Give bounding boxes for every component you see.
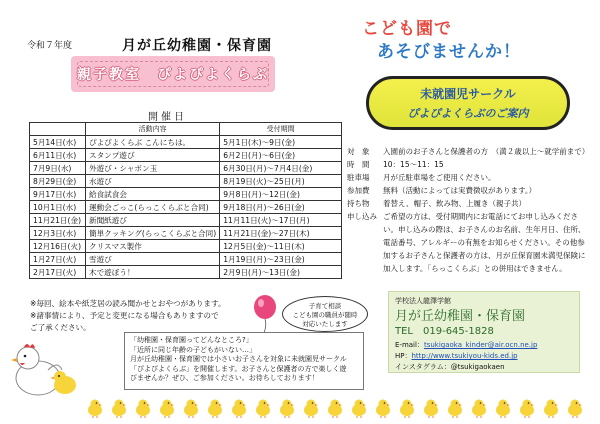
schedule-activity: 新聞紙遊び <box>86 214 220 227</box>
schedule-period: 6月30日(月)～7月4日(金) <box>220 162 342 175</box>
table-row <box>30 253 342 266</box>
table-row <box>30 240 342 253</box>
info-label: 申し込み <box>347 212 377 221</box>
chick-icon <box>446 398 464 418</box>
schedule-activity: 雪遊び <box>86 253 220 266</box>
school-instagram: インスタグラム：@tsukigaokaen <box>395 363 505 371</box>
email-link[interactable]: tsukigaoka_kinder@air.ocn.ne.jp <box>423 341 538 349</box>
table-row <box>30 136 342 149</box>
chick-icon <box>566 398 584 418</box>
schedule-activity: ぴよぴよくらぶ こんにちは。 <box>86 136 220 149</box>
chick-icon <box>494 398 512 418</box>
email-label: E-mail： <box>395 341 424 349</box>
info-value: 10：15～11：15 <box>383 160 444 169</box>
chick-icon <box>518 398 536 418</box>
chick-icon <box>182 398 200 418</box>
schedule-heading: 開催日 <box>148 112 187 123</box>
schedule-period: 2月9日(月)～13日(金) <box>220 266 342 279</box>
invite-line: びませんか？ぜひ、ご参加ください。お待ちしております！ <box>130 374 319 382</box>
schedule-date: 11月21日(金) <box>30 214 86 227</box>
info-row <box>347 210 587 275</box>
chick-icon <box>398 398 416 418</box>
chick-icon <box>134 398 152 418</box>
info-label: 持ち物 <box>347 199 370 208</box>
table-row <box>30 214 342 227</box>
schedule-activity: 簡単クッキング(らっこくらぶと合同) <box>86 227 220 240</box>
school-title: 月が丘幼稚園・保育園 <box>122 38 272 54</box>
info-value: 無料（活動によっては実費徴収があります。） <box>383 186 537 195</box>
chick-icon <box>350 398 368 418</box>
bubble-title: 子育て相談 <box>308 302 342 310</box>
parenting-class-banner <box>71 56 275 92</box>
table-row <box>30 162 342 175</box>
chick-icon <box>278 398 296 418</box>
schedule-period: 8月19日(火)～25日(月) <box>220 175 342 188</box>
schedule-date: 12月3日(水) <box>30 227 86 240</box>
table-row <box>30 149 342 162</box>
chick-icon <box>470 398 488 418</box>
schedule-activity: 外遊び・シャボン玉 <box>86 162 220 175</box>
circle-badge <box>366 76 570 130</box>
chick-icon <box>86 398 104 418</box>
homepage-link[interactable]: http://www.tsukiyou-kids.ed.jp <box>411 352 518 360</box>
info-value: 月が丘駐車場をご使用ください。 <box>383 173 496 182</box>
circle-subtitle: ぴよぴよくらぶのご案内 <box>407 107 529 120</box>
schedule-period: 1月19日(月)～23日(金) <box>220 253 342 266</box>
school-name: 月が丘幼稚園・保育園 <box>395 309 526 324</box>
info-row <box>347 158 587 171</box>
schedule-activity: 運動会ごっこ(らっこくらぶと合同) <box>86 201 220 214</box>
schedule-activity: 給食試食会 <box>86 188 220 201</box>
schedule-period: 11月11日(火)～17日(月) <box>220 214 342 227</box>
chick-icon <box>206 398 224 418</box>
table-row <box>30 201 342 214</box>
schedule-activity: 木で遊ぼう！ <box>86 266 220 279</box>
invite-line: 月が丘幼稚園・保育園では小さいお子さんを対象に未就園児サークル <box>130 355 347 363</box>
table-row <box>30 227 342 240</box>
schedule-date: 2月17日(火) <box>30 266 86 279</box>
fiscal-year: 令和７年度 <box>27 41 73 51</box>
info-row <box>347 145 590 158</box>
info-row <box>347 171 587 184</box>
chick-icon <box>374 398 392 418</box>
school-contact-box <box>388 291 580 373</box>
schedule-activity: クリスマス製作 <box>86 240 220 253</box>
info-list <box>347 145 590 275</box>
schedule-period: 5月1日(木)～9日(金) <box>220 136 342 149</box>
note-line: ご了承ください。 <box>30 323 91 332</box>
balloon-icon <box>252 294 282 334</box>
schedule-period: 9月18日(月)～26日(金) <box>220 201 342 214</box>
chick-icon <box>542 398 560 418</box>
chick-icon <box>110 398 128 418</box>
schedule-activity: 水遊び <box>86 175 220 188</box>
schedule-date: 12月16日(火) <box>30 240 86 253</box>
schedule-period: 12月5日(金)～11日(木) <box>220 240 342 253</box>
school-corporation: 学校法人龍澤学館 <box>395 297 451 305</box>
schedule-date: 1月27日(火) <box>30 253 86 266</box>
info-label: 時 間 <box>347 160 370 169</box>
bubble-text: こども園の職員が随時 <box>292 311 358 319</box>
chick-icon <box>302 398 320 418</box>
school-email <box>395 340 537 350</box>
column-header-period: 受付期間 <box>220 123 342 136</box>
school-homepage <box>395 351 518 361</box>
headline-line-2: あそびませんか！ <box>377 42 521 62</box>
schedule-date: 5月14日(水) <box>30 136 86 149</box>
column-header-activity: 活動内容 <box>86 123 220 136</box>
chick-icon <box>158 398 176 418</box>
chick-icon <box>230 398 248 418</box>
info-value: ご希望の方は、受付期間内にお電話にてお申し込みください。申し込みの際は、お子さんのお名前、生年月日、住所、電話番号、アレルギーの有無をお知らせください。その他参加するお子さんと保護者の方は、月が丘保育園未満児保険に加入します。「らっこくらぶ」との併用はできません。 <box>383 212 586 273</box>
hp-label: HP： <box>395 352 412 360</box>
info-label: 駐車場 <box>347 173 370 182</box>
info-value: 着替え、帽子、飲み物、上履き（親子共） <box>383 199 526 208</box>
schedule-period: 11月21日(金)～27日(木) <box>220 227 342 240</box>
invite-line: 「近所に同じ年齢の子どもがいない…」 <box>130 345 256 354</box>
note-line: ※毎回、絵本や紙芝居の読み聞かせとおやつがあります。 <box>30 299 226 308</box>
table-header-row <box>30 123 342 136</box>
bubble-text: 対応いたします <box>302 320 348 328</box>
schedule-table <box>29 122 342 279</box>
headline-line-1: こども園で <box>362 19 452 39</box>
invite-line: 「ぴよぴよくらぶ」を開催します。お子さんと保護者の方で楽しく遊 <box>130 364 347 373</box>
schedule-date: 8月29日(金) <box>30 175 86 188</box>
schedule-period: 9月8日(月)～12日(金) <box>220 188 342 201</box>
chick-icon <box>326 398 344 418</box>
consultation-bubble <box>282 296 368 332</box>
school-phone: TEL 019-645-1828 <box>395 326 494 337</box>
table-row <box>30 266 342 279</box>
info-row <box>347 197 587 210</box>
info-label: 対 象 <box>347 147 370 156</box>
schedule-date: 6月11日(水) <box>30 149 86 162</box>
invitation-box <box>124 332 364 390</box>
chick-icon <box>422 398 440 418</box>
circle-title: 未就園児サークル <box>420 87 516 101</box>
schedule-activity: スタンプ遊び <box>86 149 220 162</box>
table-row <box>30 188 342 201</box>
note-line: ※諸事情により、予定と変更になる場合もありますので <box>30 311 219 320</box>
invite-line: 「幼稚園・保育園ってどんなところ?」 <box>130 336 253 344</box>
schedule-date: 10月1日(水) <box>30 201 86 214</box>
banner-text: 親子教室 ぴよぴよくらぶ <box>77 67 269 83</box>
chick-icon <box>254 398 272 418</box>
chick-icon <box>50 368 80 396</box>
table-row <box>30 175 342 188</box>
schedule-date: 9月17日(水) <box>30 188 86 201</box>
column-header-date <box>30 123 86 136</box>
info-row <box>347 184 587 197</box>
info-label: 参加費 <box>347 186 370 195</box>
schedule-period: 6月2日(月)～6日(金) <box>220 149 342 162</box>
schedule-date: 7月9日(水) <box>30 162 86 175</box>
info-value: 入園前のお子さんと保護者の方 （満２歳以上～就学前まで） <box>383 147 590 156</box>
